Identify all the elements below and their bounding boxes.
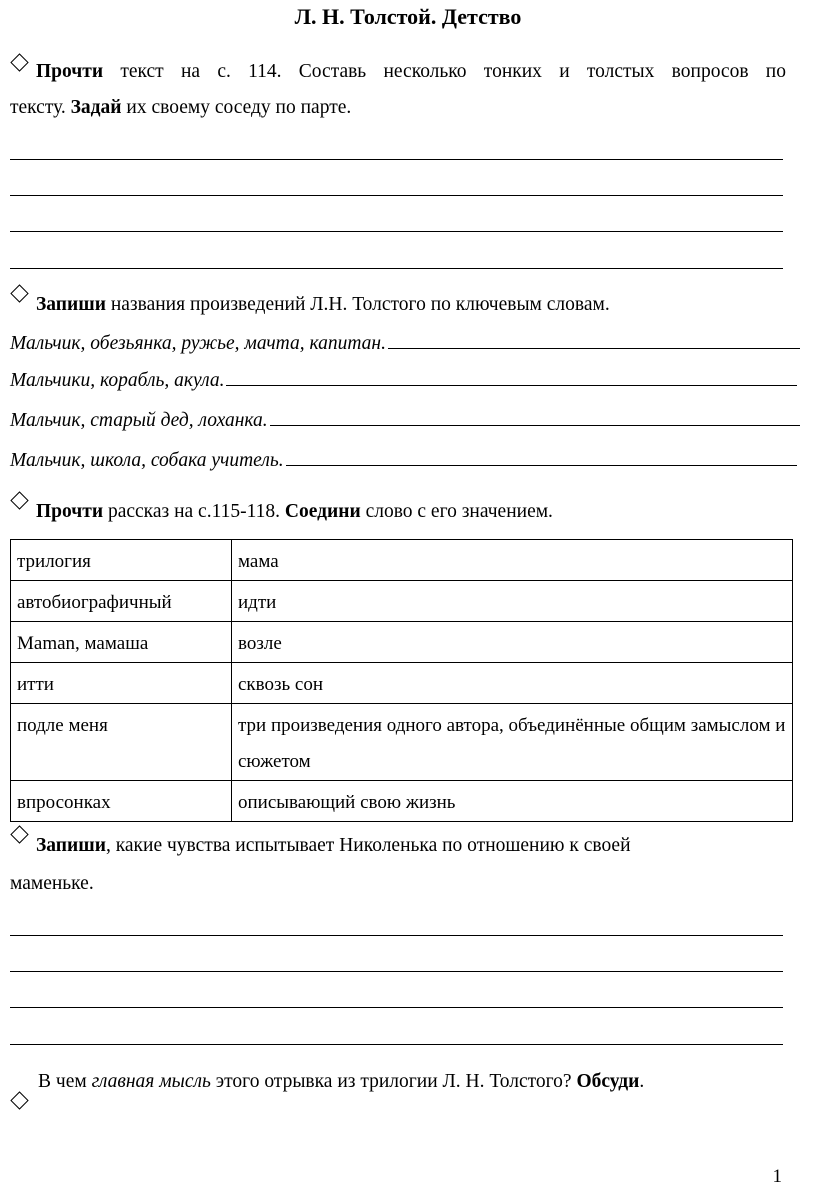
task4-line1 <box>36 828 796 864</box>
table-row <box>11 581 793 622</box>
page-title: Л. Н. Толстой. Детство <box>294 4 522 29</box>
task1-line2 <box>10 90 786 126</box>
answer-line[interactable] <box>286 447 797 466</box>
answer-line[interactable] <box>10 1044 783 1045</box>
answer-line[interactable] <box>10 195 783 196</box>
word-cell[interactable]: впросонках <box>11 781 232 822</box>
task2-prompt: Мальчики, корабль, акула. <box>10 370 225 391</box>
answer-line[interactable] <box>270 407 800 426</box>
task5-text3: . <box>639 1071 645 1092</box>
task1-line1 <box>36 54 786 90</box>
answer-line[interactable] <box>10 1007 783 1008</box>
word-cell[interactable]: подле меня <box>11 704 232 781</box>
task4-text1: , какие чувства испытывает Николенька по отношению к своей <box>105 835 631 856</box>
task5-italic: главная мысль <box>91 1071 211 1092</box>
task2-prompt-row <box>10 407 800 432</box>
page-number: 1 <box>772 1166 782 1187</box>
task1-text3: их своему соседу по парте. <box>121 97 352 118</box>
answer-line[interactable] <box>10 268 783 269</box>
task4-bold-write: Запиши <box>36 835 106 856</box>
task2-prompt: Мальчик, обезьянка, ружье, мачта, капитан. <box>10 333 386 354</box>
meaning-cell[interactable]: сквозь сон <box>232 663 793 704</box>
table-row <box>11 622 793 663</box>
task1-text: текст на с. 114. Составь несколько тонких и толстых вопросов по <box>103 61 786 82</box>
table-row <box>11 540 793 581</box>
table-row <box>11 663 793 704</box>
task1-bold-read: Прочти <box>36 61 104 82</box>
matching-table <box>10 539 793 822</box>
diamond-bullet-icon <box>10 491 28 509</box>
task2-prompt-row <box>10 447 797 472</box>
answer-line[interactable] <box>388 330 800 349</box>
task2-prompt-row <box>10 330 800 355</box>
answer-line[interactable] <box>10 159 783 160</box>
task5-text <box>38 1064 798 1100</box>
task5-bold-discuss: Обсуди <box>576 1071 640 1092</box>
task1-text2: тексту. <box>10 97 71 118</box>
answer-line[interactable] <box>10 935 783 936</box>
task5-text1: В чем <box>38 1071 92 1092</box>
task3-text2: слово с его значением. <box>360 501 553 522</box>
task3-bold-read: Прочти <box>36 501 104 522</box>
task3-text1: рассказ на с.115-118. <box>103 501 285 522</box>
word-cell[interactable]: трилогия <box>11 540 232 581</box>
meaning-cell[interactable]: идти <box>232 581 793 622</box>
diamond-bullet-icon <box>10 1091 28 1109</box>
task2-prompt-row <box>10 367 797 392</box>
answer-line[interactable] <box>10 231 783 232</box>
meaning-cell[interactable]: возле <box>232 622 793 663</box>
task4-line2: маменьке. <box>10 873 94 894</box>
task2-text: названия произведений Л.Н. Толстого по ключевым словам. <box>105 294 610 315</box>
task3-heading <box>36 494 796 530</box>
task2-prompt: Мальчик, школа, собака учитель. <box>10 450 284 471</box>
meaning-cell[interactable]: три произведения одного автора, объединённые общим замыслом и сюжетом <box>232 704 793 781</box>
word-cell[interactable]: автобиографичный <box>11 581 232 622</box>
task2-bold-write: Запиши <box>36 294 106 315</box>
task2-prompt: Мальчик, старый дед, лоханка. <box>10 410 268 431</box>
diamond-bullet-icon <box>10 284 28 302</box>
diamond-bullet-icon <box>10 53 28 71</box>
diamond-bullet-icon <box>10 825 28 843</box>
meaning-cell[interactable]: мама <box>232 540 793 581</box>
meaning-cell[interactable]: описывающий свою жизнь <box>232 781 793 822</box>
table-row <box>11 781 793 822</box>
answer-line[interactable] <box>226 367 797 386</box>
task3-bold-connect: Соедини <box>284 501 361 522</box>
table-row <box>11 704 793 781</box>
word-cell[interactable]: итти <box>11 663 232 704</box>
answer-line[interactable] <box>10 971 783 972</box>
task1-bold-ask: Задай <box>70 97 122 118</box>
task2-heading <box>36 287 796 323</box>
word-cell[interactable]: Maman, мамаша <box>11 622 232 663</box>
task5-text2: этого отрывка из трилогии Л. Н. Толстого? <box>210 1071 577 1092</box>
